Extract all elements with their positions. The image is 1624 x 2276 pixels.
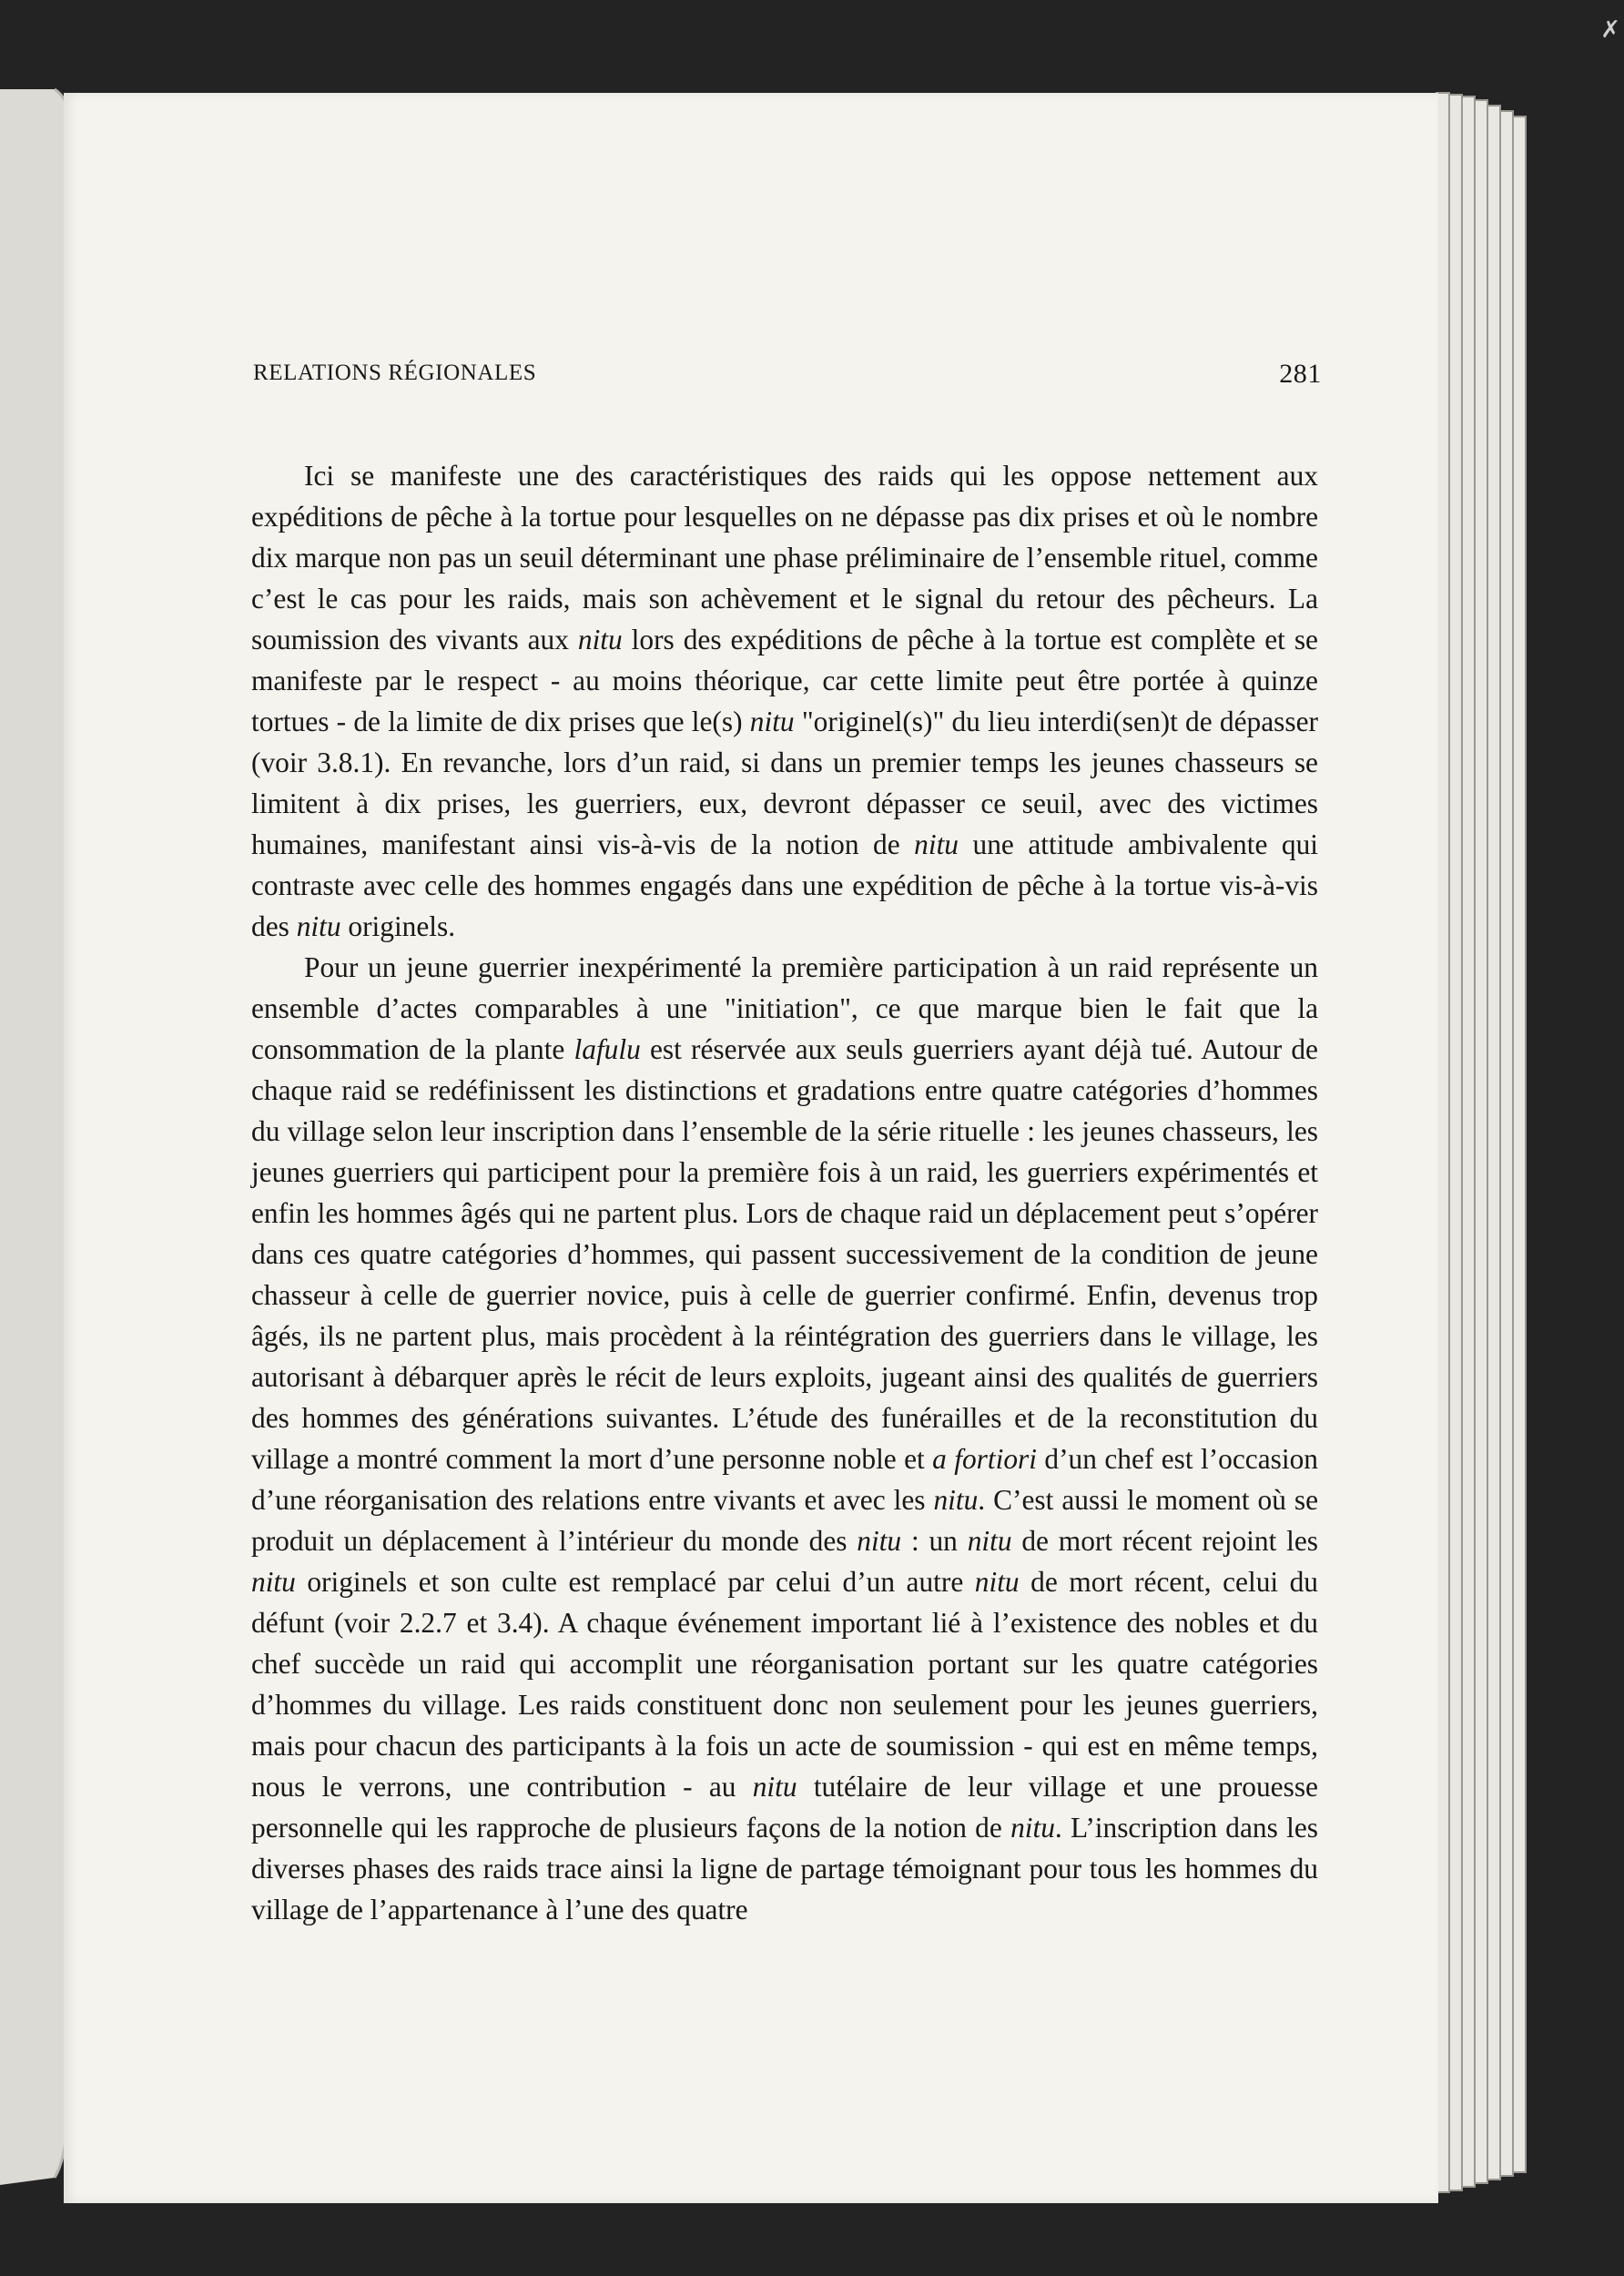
italic-term: nitu — [967, 1525, 1012, 1557]
text-run: originels et son culte est remplacé par celui d’un autre — [295, 1566, 975, 1598]
text-run: Pour un jeune guerrier inexpérimenté la première participation à un raid représente un ensemble d’actes comparables à une "initiation", ce que marque bien le fait que la consommation de la plante — [251, 951, 1318, 1065]
text-run: lors des expéditions de pêche à la tortue est complète et se manifeste par le respect - au moins théorique, car cette limite peut être portée à quinze tortues - de la limite de dix prises que le(s) — [251, 624, 1318, 737]
body-text — [251, 455, 1318, 1930]
text-run: de mort récent rejoint les — [1011, 1525, 1319, 1557]
text-run: . L’inscription dans les diverses phases des raids trace ainsi la ligne de partage témoignant pour tous les hommes du village de l’appartenance à l’une des quatre — [251, 1812, 1318, 1925]
page-content — [251, 357, 1322, 1930]
text-run: tutélaire de leur village et une prouesse personnelle qui les rapproche de plusieurs façons de la notion de — [251, 1771, 1318, 1844]
italic-term: nitu — [296, 910, 341, 942]
italic-term: lafulu — [573, 1033, 641, 1065]
italic-term: nitu — [933, 1484, 979, 1516]
text-run: une attitude ambivalente qui contraste avec celle des hommes engagés dans une expédition de pêche à la tortue vis-à-vis des — [251, 828, 1318, 942]
italic-term: nitu — [577, 624, 623, 655]
italic-term: nitu — [914, 828, 959, 860]
text-run: d’un chef est l’occasion d’une réorganisation des relations entre vivants et avec les — [251, 1443, 1318, 1516]
running-title: RELATIONS RÉGIONALES — [253, 361, 537, 385]
text-run: originels. — [340, 910, 456, 942]
text-run: "originel(s)" du lieu interdi(sen)t de dépasser (voir 3.8.1). En revanche, lors d’un raid, si dans un premier temps les jeunes chasseurs se limitent à dix prises, les guerriers, eux, devront dépasser ce seuil, avec des victimes humaines, manifestant ainsi vis-à-vis de la notion de — [251, 706, 1318, 860]
italic-term: nitu — [749, 706, 795, 737]
italic-term: nitu — [857, 1525, 902, 1557]
text-run: est réservée aux seuls guerriers ayant déjà tué. Autour de chaque raid se redéfinissent les distinctions et gradations entre quatre catégories d’hommes du village selon leur inscription dans l’ensemble de la série rituelle : les jeunes chasseurs, les jeunes guerriers qui participent pour la première fois à un raid, les guerriers expérimentés et enfin les hommes âgés qui ne partent plus. Lors de chaque raid un déplacement peut s’opérer dans ces quatre catégories d’hommes, qui passent successivement de la condition de jeune chasseur à celle de guerrier novice, puis à celle de guerrier confirmé. Enfin, devenus trop âgés, ils ne partent plus, mais procèdent à la réintégration des guerriers dans le village, les autorisant à débarquer après le récit de leurs exploits, jugeant ainsi des qualités de guerriers des hommes des générations suivantes. L’étude des funérailles et de la reconstitution du village a montré comment la mort d’une personne noble et — [251, 1033, 1318, 1475]
text-run: : un — [901, 1525, 968, 1557]
italic-term: nitu — [251, 1566, 296, 1598]
corner-mark-icon: ✗ — [1600, 16, 1620, 44]
text-run: . C’est aussi le moment où se produit un déplacement à l’intérieur du monde des — [251, 1484, 1318, 1557]
paragraph-2 — [251, 947, 1318, 1930]
running-head — [251, 357, 1322, 399]
page-number: 281 — [1279, 359, 1322, 389]
italic-term: nitu — [974, 1566, 1020, 1598]
page-edges — [1436, 93, 1526, 2192]
italic-term: nitu — [1010, 1812, 1055, 1844]
italic-term: a fortiori — [932, 1443, 1037, 1475]
book-page — [64, 93, 1438, 2203]
text-run: Ici se manifeste une des caractéristiques des raids qui les oppose nettement aux expéditions de pêche à la tortue pour lesquelles on ne dépasse pas dix prises et où le nombre dix marque non pas un seuil déterminant une phase préliminaire de l’ensemble rituel, comme c’est le cas pour les raids, mais son achèvement et le signal du retour des pêcheurs. La soumission des vivants aux — [251, 460, 1318, 655]
italic-term: nitu — [752, 1771, 797, 1803]
paragraph-1 — [251, 455, 1318, 947]
text-run: de mort récent, celui du défunt (voir 2.2.7 et 3.4). A chaque événement important lié à l’existence des nobles et du chef succède un raid qui accomplit une réorganisation portant sur les quatre catégories d’hommes du village. Les raids constituent donc non seulement pour les jeunes guerriers, mais pour chacun des participants à la fois un acte de soumission - qui est en même temps, nous le verrons, une contribution - au — [251, 1566, 1319, 1803]
